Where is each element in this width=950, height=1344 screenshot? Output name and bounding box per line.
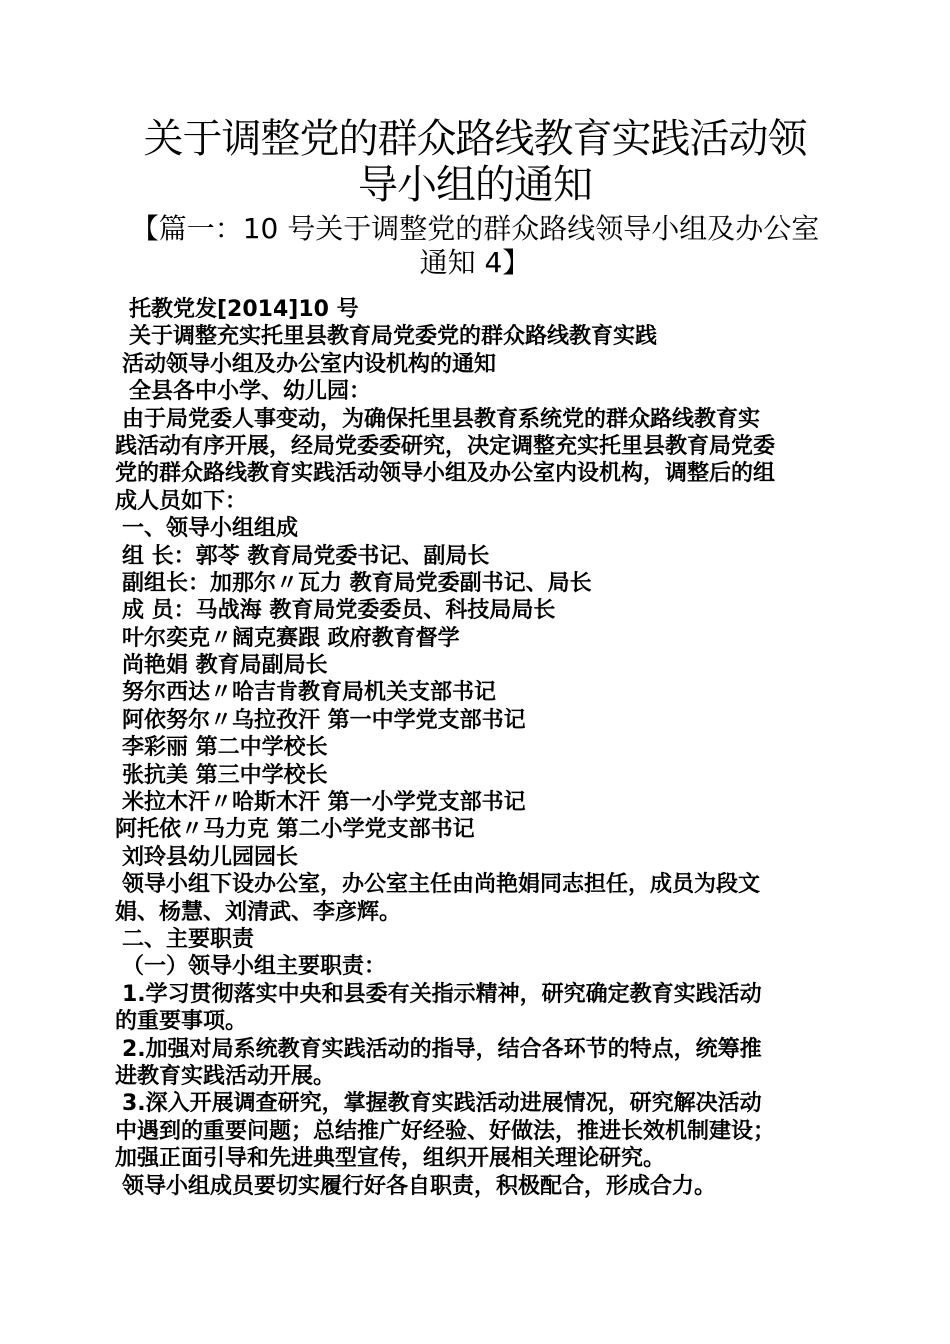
member-line: 叶尔奕克〃阔克赛跟 政府教育督学: [122, 625, 460, 651]
document-subtitle-line-2: 通知 4】: [419, 246, 531, 279]
member-line: 刘玲县幼儿园园长: [122, 844, 299, 870]
office-paragraph-line-2: 娟、杨慧、刘清武、李彦辉。: [115, 899, 402, 925]
duty-3-line-3: 加强正面引导和先进典型宣传，组织开展相关理论研究。: [115, 1146, 666, 1172]
intro-paragraph-line-3: 党的群众路线教育实践活动领导小组及办公室内设机构，调整后的组: [115, 461, 776, 487]
duty-1-line-1: 1.学习贯彻落实中央和县委有关指示精神，研究确定教育实践活动: [122, 981, 762, 1007]
duty-3-line-2: 中遇到的重要问题；总结推广好经验、好做法，推进长效机制建设；: [115, 1118, 776, 1144]
member-line: 米拉木汗〃哈斯木汗 第一小学党支部书记: [122, 790, 526, 816]
notice-heading-line-2: 活动领导小组及办公室内设机构的通知: [122, 351, 497, 377]
member-line: 张抗美 第三中学校长: [122, 762, 328, 788]
member-line: 阿依努尔〃乌拉孜汗 第一中学党支部书记: [122, 707, 526, 733]
member-line: 尚艳娟 教育局副局长: [122, 653, 328, 679]
deputy-leader-line: 副组长：加那尔〃瓦力 教育局党委副书记、局长: [122, 570, 592, 596]
salutation: 全县各中小学、幼儿园：: [129, 379, 372, 405]
document-title-line-2: 导小组的通知: [358, 162, 592, 208]
duty-1-line-2: 的重要事项。: [115, 1009, 248, 1035]
document-subtitle-line-1: 【篇一：10 号关于调整党的群众路线领导小组及办公室: [130, 212, 820, 245]
document-title-line-1: 关于调整党的群众路线教育实践活动领: [143, 116, 807, 162]
doc-number: 托教党发[2014]10 号: [129, 297, 359, 322]
duty-2-line-2: 进教育实践活动开展。: [115, 1063, 336, 1089]
section-1-title: 一、领导小组组成: [122, 516, 299, 542]
document-body: [115, 296, 845, 1200]
member-line: 李彩丽 第二中学校长: [122, 735, 328, 761]
intro-paragraph-line-4: 成人员如下：: [115, 488, 248, 514]
member-line: 成 员：马战海 教育局党委委员、科技局局长: [122, 598, 556, 624]
office-paragraph-line-1: 领导小组下设办公室，办公室主任由尚艳娟同志担任，成员为段文: [122, 872, 761, 898]
duty-2-line-1: 2.加强对局系统教育实践活动的指导，结合各环节的特点，统筹推: [122, 1036, 762, 1062]
section-2-title: 二、主要职责: [122, 926, 255, 952]
member-line: 努尔西达〃哈吉肯教育局机关支部书记: [122, 680, 497, 706]
closing-sentence: 领导小组成员要切实履行好各自职责，积极配合，形成合力。: [122, 1173, 717, 1199]
member-line: 阿托依〃马力克 第二小学党支部书记: [115, 817, 475, 843]
subsection-1-title: （一）领导小组主要职责：: [122, 954, 387, 980]
leader-line: 组 长：郭苓 教育局党委书记、副局长: [122, 543, 490, 569]
duty-3-line-1: 3.深入开展调查研究，掌握教育实践活动进展情况，研究解决活动: [122, 1091, 762, 1117]
notice-heading-line-1: 关于调整充实托里县教育局党委党的群众路线教育实践: [129, 324, 658, 350]
intro-paragraph-line-2: 践活动有序开展，经局党委委研究，决定调整充实托里县教育局党委: [115, 433, 776, 459]
intro-paragraph-line-1: 由于局党委人事变动，为确保托里县教育系统党的群众路线教育实: [122, 406, 761, 432]
